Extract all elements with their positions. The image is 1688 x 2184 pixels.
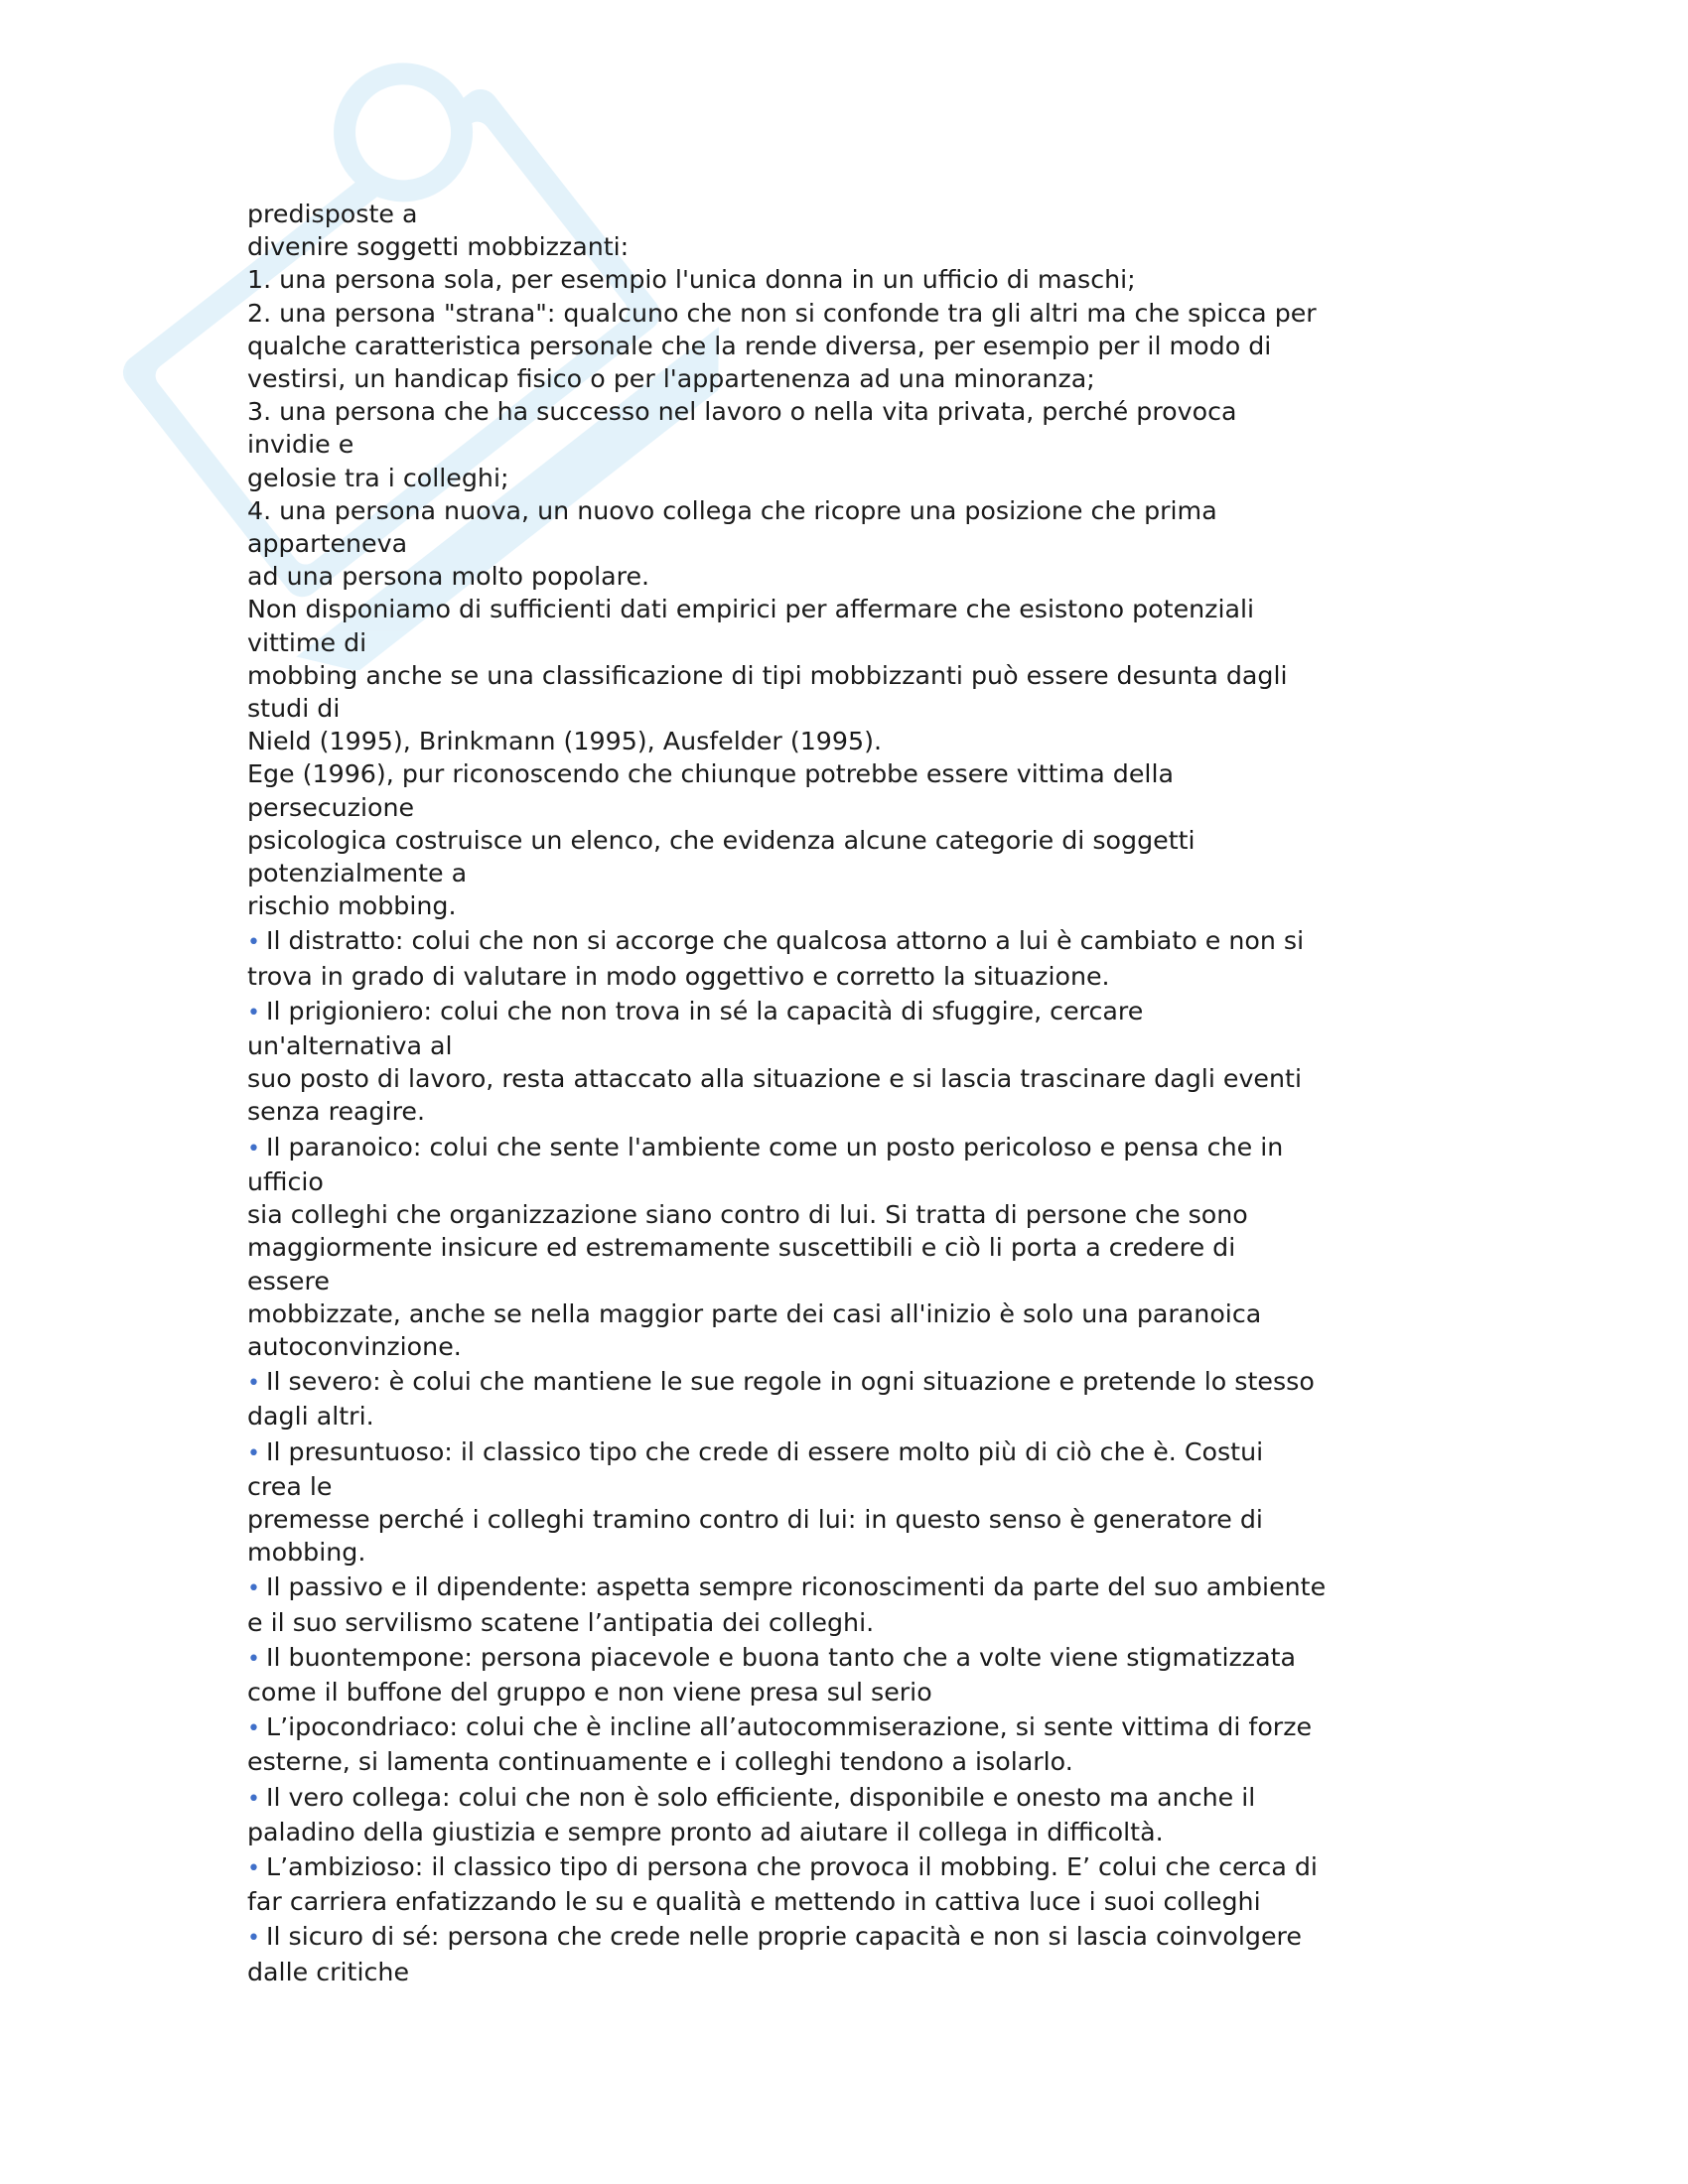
text-line: persecuzione	[247, 792, 415, 822]
bullet-icon: •	[247, 1440, 260, 1466]
text-line: paladino della giustizia e sempre pronto ad aiutare il collega in difficoltà.	[247, 1817, 1164, 1846]
text-line: vestirsi, un handicap fisico o per l'appartenenza ad una minoranza;	[247, 364, 1095, 394]
bullet-icon: •	[247, 1000, 260, 1025]
text-line: far carriera enfatizzando le su e qualità e mettendo in cattiva luce i suoi colleghi	[247, 1887, 1261, 1917]
text-line: autoconvinzione.	[247, 1331, 462, 1361]
document-body	[247, 198, 1459, 1988]
text-line: Ege (1996), pur riconoscendo che chiunque potrebbe essere vittima della	[247, 759, 1174, 789]
bullet-icon: •	[247, 1716, 260, 1742]
text-line: esterne, si lamenta continuamente e i colleghi tendono a isolarlo.	[247, 1747, 1073, 1777]
text-line: dalle critiche	[247, 1957, 410, 1986]
text-line: premesse perché i colleghi tramino contro di lui: in questo senso è generatore di	[247, 1504, 1263, 1534]
bullet-icon: •	[247, 1855, 260, 1881]
text-line: mobbing anche se una classificazione di tipi mobbizzanti può essere desunta dagli	[247, 660, 1288, 690]
text-line: studi di	[247, 694, 341, 724]
text-line: dagli altri.	[247, 1402, 374, 1432]
bullet-item: • L’ipocondriaco: colui che è incline all’autocommiserazione, si sente vittima di forze	[247, 1712, 1313, 1742]
text-line: suo posto di lavoro, resta attaccato alla situazione e si lascia trascinare dagli eventi	[247, 1064, 1302, 1094]
text-line: apparteneva	[247, 529, 408, 559]
text-line: sia colleghi che organizzazione siano contro di lui. Si tratta di persone che sono	[247, 1200, 1248, 1230]
bullet-icon: •	[247, 1786, 260, 1812]
text-line: ufficio	[247, 1166, 324, 1196]
text-line: un'alternativa al	[247, 1031, 453, 1061]
text-line: Non disponiamo di sufficienti dati empirici per affermare che esistono potenziali	[247, 595, 1255, 624]
text-line: e il suo servilismo scatene l’antipatia dei colleghi.	[247, 1607, 875, 1637]
text-line: predisposte a	[247, 200, 418, 228]
bullet-item: • L’ambizioso: il classico tipo di persona che provoca il mobbing. E’ colui che cerca di	[247, 1851, 1318, 1881]
list-item: 2. una persona "strana": qualcuno che non si confonde tra gli altri ma che spicca per	[247, 298, 1317, 328]
text-line: potenzialmente a	[247, 859, 468, 888]
bullet-icon: •	[247, 1576, 260, 1602]
text-line: crea le	[247, 1471, 333, 1501]
bullet-item: • Il severo: è colui che mantiene le sue regole in ogni situazione e pretende lo stesso	[247, 1367, 1315, 1397]
text-line: psicologica costruisce un elenco, che evidenza alcune categorie di soggetti	[247, 825, 1196, 855]
list-item: 4. una persona nuova, un nuovo collega che ricopre una posizione che prima	[247, 495, 1217, 525]
bullet-item: • Il passivo e il dipendente: aspetta sempre riconoscimenti da parte del suo ambiente	[247, 1572, 1327, 1602]
bullet-item: • Il sicuro di sé: persona che crede nelle proprie capacità e non si lascia coinvolgere	[247, 1922, 1302, 1952]
text-line: rischio mobbing.	[247, 891, 457, 921]
bullet-item: • Il distratto: colui che non si accorge che qualcosa attorno a lui è cambiato e non si	[247, 926, 1305, 956]
text-line: maggiormente insicure ed estremamente suscettibili e ciò li porta a credere di	[247, 1233, 1236, 1263]
bullet-icon: •	[247, 1371, 260, 1397]
text-line: invidie e	[247, 430, 354, 460]
bullet-item: • Il paranoico: colui che sente l'ambiente come un posto pericoloso e pensa che in	[247, 1132, 1284, 1161]
text-line: vittime di	[247, 627, 367, 657]
bullet-item: • Il vero collega: colui che non è solo efficiente, disponibile e onesto ma anche il	[247, 1782, 1256, 1812]
text-line: come il buffone del gruppo e non viene presa sul serio	[247, 1677, 932, 1706]
bullet-icon: •	[247, 1136, 260, 1161]
bullet-icon: •	[247, 1646, 260, 1672]
list-item: 3. una persona che ha successo nel lavoro o nella vita privata, perché provoca	[247, 397, 1237, 427]
text-line: mobbizzate, anche se nella maggior parte dei casi all'inizio è solo una paranoica	[247, 1298, 1262, 1328]
bullet-item: • Il prigioniero: colui che non trova in sé la capacità di sfuggire, cercare	[247, 996, 1144, 1025]
text-line: gelosie tra i colleghi;	[247, 463, 509, 492]
text-line: senza reagire.	[247, 1097, 426, 1127]
text-line: mobbing.	[247, 1538, 366, 1568]
text-line: divenire soggetti mobbizzanti:	[247, 232, 630, 262]
text-line: trova in grado di valutare in modo oggettivo e corretto la situazione.	[247, 961, 1110, 991]
bullet-icon: •	[247, 1926, 260, 1952]
bullet-item: • Il buontempone: persona piacevole e buona tanto che a volte viene stigmatizzata	[247, 1642, 1297, 1672]
list-item: 1. una persona sola, per esempio l'unica donna in un ufficio di maschi;	[247, 265, 1136, 295]
text-line: Nield (1995), Brinkmann (1995), Ausfelder (1995).	[247, 727, 882, 756]
text-line: ad una persona molto popolare.	[247, 562, 650, 592]
bullet-icon: •	[247, 930, 260, 956]
bullet-item: • Il presuntuoso: il classico tipo che crede di essere molto più di ciò che è. Costui	[247, 1436, 1264, 1466]
text-line: essere	[247, 1266, 330, 1296]
text-line: qualche caratteristica personale che la rende diversa, per esempio per il modo di	[247, 331, 1272, 360]
